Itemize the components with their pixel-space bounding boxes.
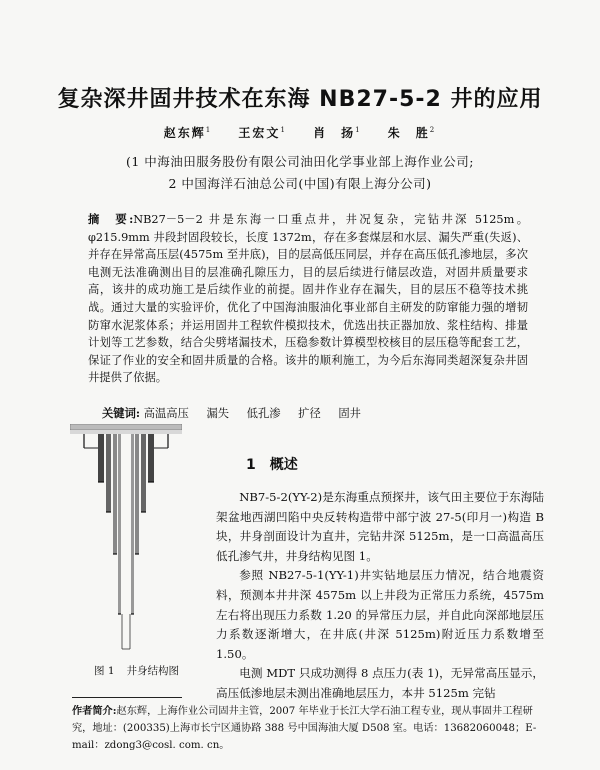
paragraph: NB7-5-2(YY-2)是东海重点预探井，该气田主要位于东海陆架盆地西湖凹陷中央反转构造带中部宁波 27-5(印月一)构造 B 块，井身剖面设计为直井，完钻井深 5125m，是一口高温高压低孔渗气井，井身结构见图 1。 — [216, 490, 544, 563]
section-number: 1 — [246, 457, 256, 473]
section-title: 概述 — [269, 457, 298, 473]
author-name: 朱 胜$^2$ — [387, 126, 437, 140]
figure-caption-text: 井身结构图 — [126, 665, 180, 677]
keyword: 高温高压 — [143, 407, 189, 420]
keywords — [102, 405, 522, 421]
author-name: 王宏文$^1$ — [238, 126, 287, 140]
keyword: 漏失 — [206, 407, 230, 420]
author-name: 肖 扬$^1$ — [313, 126, 362, 140]
paragraph: 参照 NB27-5-1(YY-1)井实钻地层压力情况，结合地震资料，预测本井井深 4575m 以上井段为正常压力系统，4575m 左右将出现压力系数 1.20 的异常压力层，并自此向深部地层压力系数逐渐增大，在井底(井深 5125m)附近压力系数增至 1.50。 — [216, 568, 544, 661]
section-heading — [246, 454, 312, 474]
paper-title: 复杂深井固井技术在东海 NB27-5-2 井的应用 — [57, 87, 543, 112]
footnote-label: 作者简介: — [72, 705, 117, 717]
well-diagram — [70, 424, 182, 654]
affiliation-line: 2 中国海洋石油总公司(中国)有限上海分公司) — [168, 176, 432, 191]
footnote-text: 赵东辉，上海作业公司固井主管，2007 年毕业于长江大学石油工程专业，现从事固井工程研究，地址：(200335)上海市长宁区通协路 388 号中国海油大厦 D508 室。电话：13682060048；E-mail：zdong3@cosl. com. cn。 — [72, 706, 537, 751]
keywords-label: 关键词: — [102, 406, 141, 420]
body-text — [216, 488, 544, 704]
author-list — [0, 124, 600, 141]
keyword: 扩径 — [298, 407, 321, 420]
abstract — [88, 211, 528, 387]
paragraph: 电测 MDT 只成功测得 8 点压力(表 1)，无异常高压显示，高压低渗地层未测出准确地层压力，本井 5125m 完钻 — [216, 666, 544, 700]
footnote — [72, 703, 544, 754]
abstract-label: 摘 要: — [88, 212, 134, 226]
keyword: 低孔渗 — [246, 407, 281, 420]
footnote-rule — [72, 697, 182, 698]
figure-caption — [94, 663, 191, 678]
abstract-text: NB27－5－2 井是东海一口重点井，井况复杂，完钻井深 5125m。φ215.9mm 井段封固段较长，长度 1372m，存在多套煤层和水层、漏失严重(失返)、并存在异常高压层(4575m 至井底)，目的层高低压同层，并存在高压低孔渗地层，多次电测无法准确测出目的层准确孔隙压力，目的层后续进行储层改造，对固井质量要求高，该井的成功施工是后续作业的前提。固井作业存在漏失，目的层压不稳等技术挑战。通过大量的实验评价，优化了中国海油服油化事业部自主研发的防窜能力强的增韧防窜水泥浆体系；并运用固井工程软件模拟技术，优选出扶正器加放、浆柱结构、排量计划等工艺参数，结合尖劈堵漏技术，压稳参数计算模型校核目的层压稳等配套工艺，保证了作业的安全和固井质量的合格。该井的顺利施工，为今后东海同类超深复杂井固井提供了依据。 — [88, 213, 528, 385]
figure-label: 图 1 — [94, 665, 115, 677]
well-structure-figure — [70, 424, 182, 654]
affiliation-line: (1 中海油田服务股份有限公司油田化学事业部上海作业公司; — [125, 154, 474, 169]
author-name: 赵东辉$^1$ — [163, 126, 213, 140]
keyword: 固井 — [338, 407, 361, 420]
